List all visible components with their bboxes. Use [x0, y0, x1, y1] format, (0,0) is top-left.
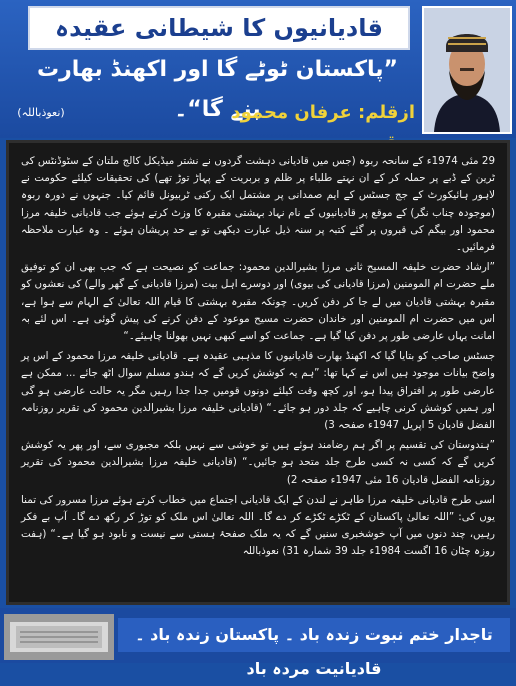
footer-slogan: تاجدار ختم نبوت زندہ باد ۔ پاکستان زندہ باد ۔ قادیانیت مردہ باد — [118, 618, 510, 652]
paragraph-4: ”ہندوستان کی تقسیم پر اگر ہم رضامند ہوئے ہیں تو خوشی سے نہیں بلکہ مجبوری سے، اور پھر یہ کوشش کریں گے کہ کسی نہ کسی طرح جلد متحد ہو جائیں۔“ (قادیانی خلیفہ مرزا بشیرالدین محمود کی تقریر روزنامہ الفضل قادیان 16 مئی 1947ء صفحہ 2) — [21, 439, 495, 486]
author-portrait — [422, 6, 512, 134]
footer-bar — [0, 608, 516, 678]
paragraph-2: ”ارشاد حضرت خلیفہ المسیح ثانی مرزا بشیرالدین محمود: جماعت کو نصیحت ہے کہ جب بھی ان کو توفیق ملے حضرت ام المومنین (مرزا قادیانی کی بیوی) اور دوسرے اہل بیت (مرزا قادیانی کے گھر والے) کی نعشوں کو مقبرہ بہشتی قادیان میں لے جا کر دفن کریں۔ چونکہ مقبرہ بہشتی کا قیام اللہ تعالیٰ کے الہام سے ہوا ہے، اس میں حضرت ام المومنین اور خاندان حضرت مسیح موعود کے دفن کرنے کی پیش گوئی ہے۔ اس لئے بہ امانت یہاں عارضی طور پر دفن کیا گیا ہے۔ جماعت کو اسے کبھی نہیں بھولنا چاہیئے۔“ — [21, 261, 495, 343]
paragraph-1: 29 مئی 1974ء کے سانحہ ربوہ (جس میں قادیانی دہشت گردوں نے نشتر میڈیکل کالج ملتان کے سٹوڈنٹس کی ٹرین کے ڈبے پر حملہ کر کے ان نہتے طلباء پر ظلم و بربریت کے پہاڑ توڑ تھے) کی تحقیقات کیلئے حکومت نے لاہور ہائیکورٹ کے جج جسٹس کے ایم صمدانی پر مشتمل ایک رکنی ٹربیونل قائم کیا۔ جنہوں نے دورہ ربوہ (موجودہ چناب نگر) کے موقع پر قادیانیوں کے نام نہاد بہشتی مقبرہ کا وزٹ کرتے ہوئے جب قادیانی خلیفہ مرزا محمود اور بیگم کی قبروں پر گئے کتبہ پر سنہ ذیل عبارت دیکھی تو بے حد پریشان ہوئے ۔ وہ عبارت ملاحظہ فرمائیں۔ — [21, 155, 495, 254]
paragraph-3: جسٹس صاحب کو بتایا گیا کہ اکھنڈ بھارت قادیانیوں کا مذہبی عقیدہ ہے۔ قادیانی خلیفہ مرزا محمود کے اس پر واضح بیانات موجود ہیں اس نے کہا تھا: ”ہم یہ کوشش کریں گے کہ ہندو مسلم سوال اٹھ جائے ... ممکن ہے عارضی طور پر افتراق پیدا ہو، اور کچھ وقت کیلئے دونوں قومیں جدا جدا رہیں مگر یہ حالت عارضی ہو گی اور ہمیں کوشش کرنی چاہیے کہ جلد دور ہو جائے۔“ (قادیانی خلیفہ مرزا بشیرالدین محمود کی تقریر روزنامہ الفضل قادیان 5 اپریل 1947ء صفحہ 3) — [21, 350, 495, 432]
author-credit: ازقلم: عرفان محمود — [231, 102, 415, 123]
page-subtitle: ”پاکستان ٹوٹے گا اور اکھنڈ بھارت بنے گا“۔ — [37, 57, 398, 122]
page-title: قادیانیوں کا شیطانی عقیدہ — [28, 6, 410, 50]
naudhu-note: (نعوذباللہ) — [17, 106, 65, 119]
tomb-image — [4, 614, 114, 660]
paragraph-5: اسی طرح قادیانی خلیفہ مرزا طاہر نے لندن کے ایک قادیانی اجتماع میں خطاب کرتے ہوئے مرزا مسرور کی تمنا یوں کی: ”اللہ تعالیٰ پاکستان کے ٹکڑے ٹکڑے کر دے گا۔ اللہ تعالیٰ اس ملک کو توڑ کر رکھ دے گا۔ آپ بے فکر رہیں، چند دنوں میں آپ خوشخبری سنیں گے کہ یہ ملک صفحۂ ہستی سے نیست و نابود ہو گیا ہے۔“ (ہفت روزہ چٹان 16 اگست 1984ء جلد 39 شمارہ 31) نعوذباللہ — [21, 493, 495, 558]
footer-tomb-photo — [4, 614, 114, 660]
article-body — [6, 140, 510, 605]
header-banner — [0, 0, 516, 138]
portrait-photo — [424, 8, 510, 132]
